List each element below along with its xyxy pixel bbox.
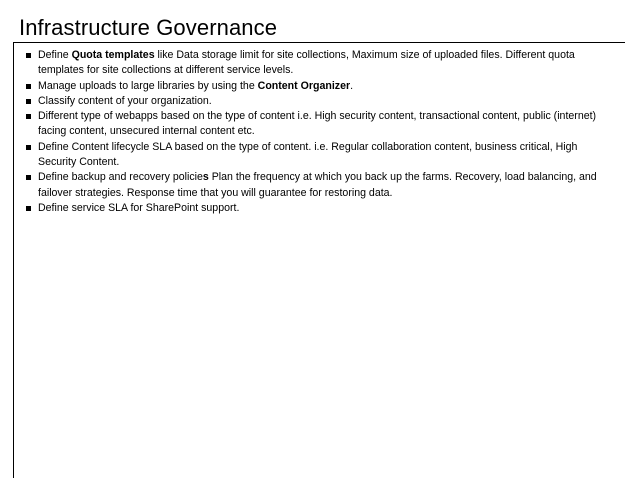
bullet-item	[26, 140, 606, 171]
square-bullet-icon	[26, 99, 31, 104]
square-bullet-icon	[26, 175, 31, 180]
bullet-item	[26, 201, 606, 216]
bullet-list	[26, 48, 606, 216]
slide-title: Infrastructure Governance	[19, 15, 278, 40]
square-bullet-icon	[26, 84, 31, 89]
square-bullet-icon	[26, 53, 31, 58]
bullet-text: Plan the frequency at which you back up the farms. Recovery, load balancing, and failover strategies. Response time that you will guarantee for restoring data.	[38, 171, 597, 199]
bullet-text-bold: Quota templates	[71, 49, 155, 61]
bullet-item	[26, 79, 606, 94]
bullet-item	[26, 94, 606, 109]
bullet-text-bold: Content Organizer	[257, 79, 351, 92]
bullet-text: Different type of webapps based on the type of content i.e. High security content, transactional content, public (internet) facing content, unsecured internal content etc.	[38, 110, 597, 138]
bullet-text: Define service SLA for SharePoint support.	[38, 201, 240, 214]
bullet-item	[26, 109, 606, 140]
bullet-text: Manage uploads to large libraries by using the	[38, 79, 258, 92]
left-border-line	[13, 42, 14, 478]
square-bullet-icon	[26, 114, 31, 119]
bullet-text: Define backup and recovery policie	[38, 171, 203, 184]
title-underline	[13, 42, 625, 43]
bullet-text-bold: s	[202, 171, 209, 184]
bullet-text: Classify content of your organization.	[38, 94, 212, 107]
square-bullet-icon	[26, 145, 31, 150]
bullet-item	[26, 48, 606, 79]
bullet-text: like Data storage limit for site collections, Maximum size of uploaded files. Different quota templates for site collections at different service levels.	[38, 49, 575, 77]
bullet-item	[26, 170, 606, 201]
bullet-text: Define Content lifecycle SLA based on the type of content. i.e. Regular collaboration content, business critical, High Security Content.	[38, 140, 578, 169]
square-bullet-icon	[26, 206, 31, 211]
bullet-text: .	[350, 79, 354, 92]
bullet-text: Define	[38, 49, 72, 61]
